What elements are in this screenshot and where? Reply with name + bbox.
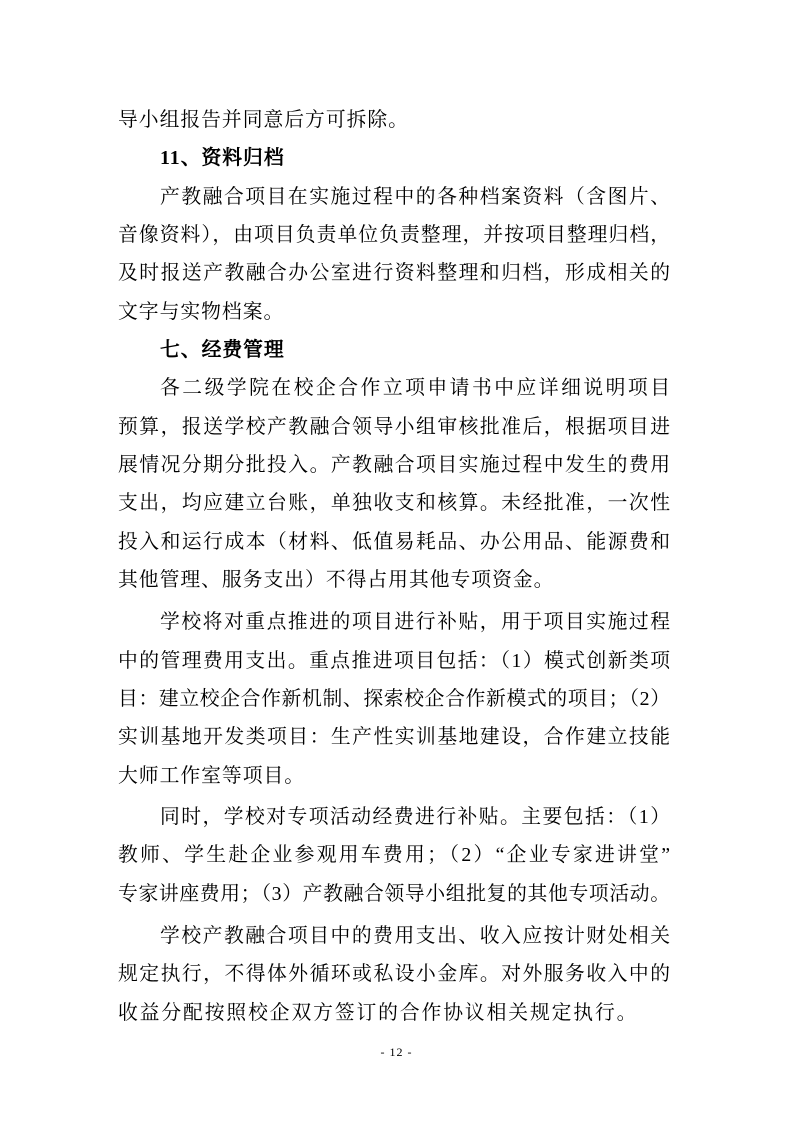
paragraph <box>118 101 670 139</box>
paragraph-line: 专家讲座费用；（3）产教融合领导小组批复的其他专项活动。 <box>118 882 670 905</box>
paragraph-line: 学校产教融合项目中的费用支出、收入应按计财处相关 <box>160 924 670 947</box>
paragraph-line: 展情况分期分批投入。产教融合项目实施过程中发生的费用 <box>118 453 670 476</box>
paragraph-line: 目：建立校企合作新机制、探索校企合作新模式的项目；（2） <box>118 687 670 710</box>
paragraph-line: 音像资料），由项目负责单位负责整理，并按项目整理归档， <box>118 223 670 246</box>
paragraph-line: 实训基地开发类项目：生产性实训基地建设，合作建立技能 <box>118 726 670 749</box>
section-heading: 七、经费管理 <box>160 338 285 361</box>
paragraph-line: 收益分配按照校企双方签订的合作协议相关规定执行。 <box>118 1001 639 1024</box>
page-number: - 12 - <box>380 1045 413 1059</box>
paragraph-line: 中的管理费用支出。重点推进项目包括：（1）模式创新类项 <box>118 649 670 672</box>
paragraph <box>118 603 670 795</box>
paragraph <box>118 178 670 331</box>
paragraph-line: 预算，报送学校产教融合领导小组审核批准后，根据项目进 <box>118 415 670 438</box>
paragraph-line: 及时报送产教融合办公室进行资料整理和归档，形成相关的 <box>118 262 670 285</box>
paragraph-line: 产教融合项目在实施过程中的各种档案资料（含图片、 <box>160 185 670 208</box>
paragraph-line: 文字与实物档案。 <box>118 300 285 323</box>
section-heading: 11、资料归档 <box>160 147 285 170</box>
paragraph-line: 学校将对重点推进的项目进行补贴，用于项目实施过程 <box>160 611 670 634</box>
paragraph-line: 投入和运行成本（材料、低值易耗品、办公用品、能源费和 <box>118 530 670 553</box>
paragraph-line: 规定执行，不得体外循环或私设小金库。对外服务收入中的 <box>118 963 670 986</box>
paragraph-line: 支出，均应建立台账，单独收支和核算。未经批准，一次性 <box>118 492 670 515</box>
paragraph <box>118 369 670 599</box>
paragraph-line: 导小组报告并同意后方可拆除。 <box>118 109 409 131</box>
paragraph-line: 各二级学院在校企合作立项申请书中应详细说明项目 <box>160 377 670 400</box>
document-body <box>118 101 670 1032</box>
paragraph-line: 大师工作室等项目。 <box>118 764 306 787</box>
paragraph-line: 同时，学校对专项活动经费进行补贴。主要包括：（1） <box>160 805 670 828</box>
paragraph-line: 其他管理、服务支出）不得占用其他专项资金。 <box>118 568 555 591</box>
paragraph <box>118 798 670 913</box>
paragraph <box>118 917 670 1032</box>
paragraph-line: 教师、学生赴企业参观用车费用；（2）“企业专家进讲堂” <box>118 844 670 867</box>
